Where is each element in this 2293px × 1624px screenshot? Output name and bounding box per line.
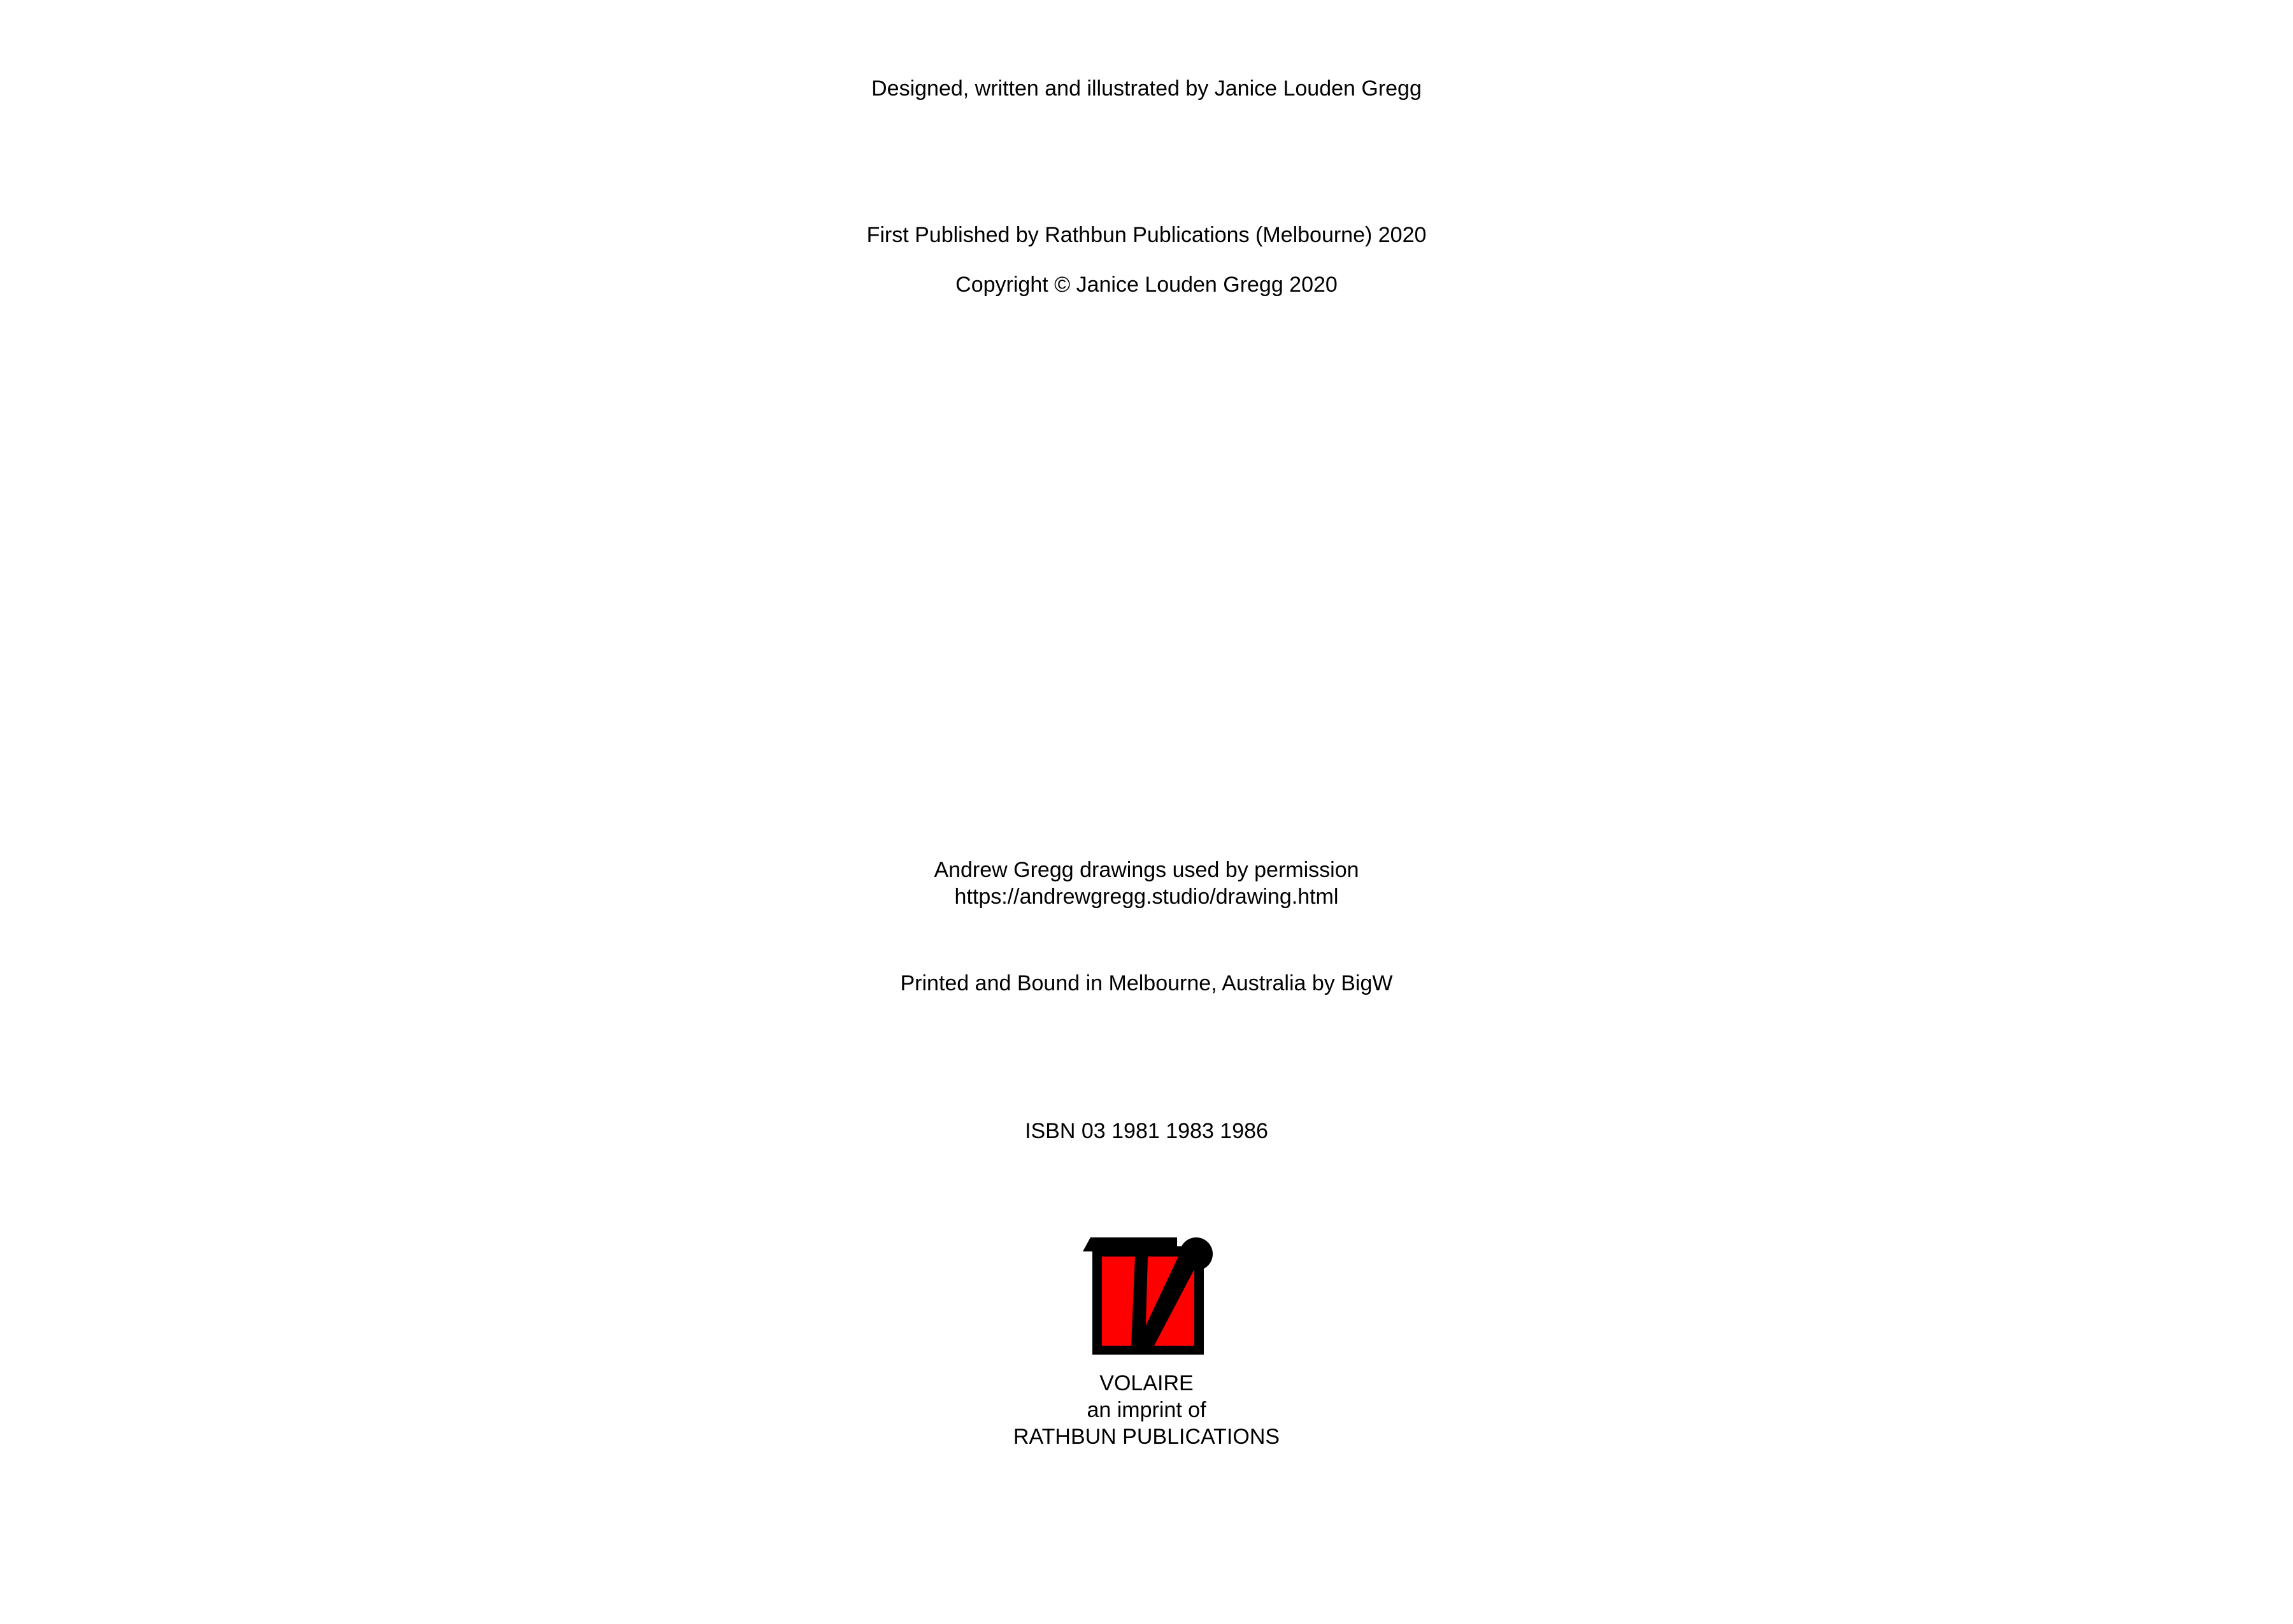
imprint-publisher: RATHBUN PUBLICATIONS bbox=[1013, 1425, 1280, 1449]
drawings-credit: Andrew Gregg drawings used by permission bbox=[934, 858, 1359, 882]
isbn-line: ISBN 03 1981 1983 1986 bbox=[1025, 1119, 1268, 1143]
designer-credit: Designed, written and illustrated by Janice Louden Gregg bbox=[871, 76, 1422, 101]
logo-knob bbox=[1180, 1237, 1213, 1271]
imprint-relation: an imprint of bbox=[1087, 1398, 1206, 1422]
imprint-name: VOLAIRE bbox=[1099, 1371, 1194, 1395]
copyright-line: Copyright © Janice Louden Gregg 2020 bbox=[955, 273, 1338, 297]
first-published-line: First Published by Rathbun Publications (Melbourne) 2020 bbox=[866, 223, 1427, 247]
printed-by-line: Printed and Bound in Melbourne, Australia by BigW bbox=[900, 971, 1393, 995]
volaire-logo-icon bbox=[1083, 1232, 1217, 1357]
drawings-url: https://andrewgregg.studio/drawing.html bbox=[954, 885, 1339, 909]
